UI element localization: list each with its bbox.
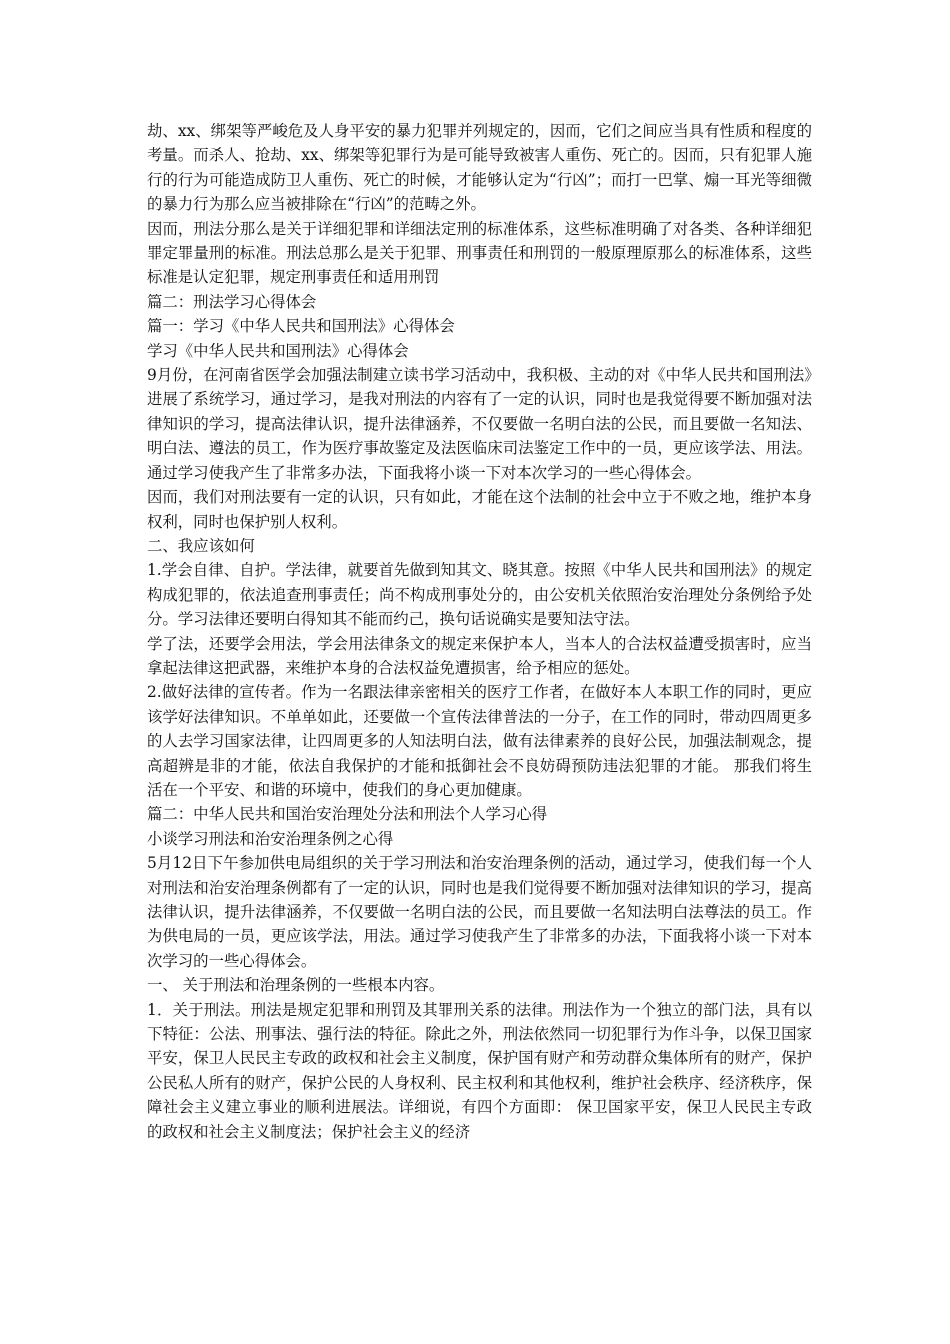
section-heading: 篇二：刑法学习心得体会 bbox=[147, 292, 317, 311]
body-paragraph: 因而，我们对刑法要有一定的认识，只有如此，才能在这个法制的社会中立于不败之地，维护本身权利，同时也保护别人权利。 bbox=[147, 488, 812, 531]
body-paragraph: 1.学会自律、自护。学法律，就要首先做到知其文、晓其意。按照《中华人民共和国刑法》的规定构成犯罪的，依法追查刑事责任；尚不构成刑事处分的，由公安机关依照治安治理处分条例给予处分。学习法律还要明白得知其不能而约己，换句话说确实是要知法守法。 bbox=[147, 561, 812, 629]
section-heading: 学习《中华人民共和国刑法》心得体会 bbox=[147, 341, 409, 360]
body-paragraph: 学了法，还要学会用法，学会用法律条文的规定来保护本人，当本人的合法权益遭受损害时，应当拿起法律这把武器，来维护本身的合法权益免遭损害，给予相应的惩处。 bbox=[147, 634, 812, 677]
section-heading: 二、我应该如何 bbox=[147, 536, 255, 555]
body-paragraph: 1．关于刑法。刑法是规定犯罪和刑罚及其罪刑关系的法律。刑法作为一个独立的部门法，具有以下特征：公法、刑事法、强行法的特征。除此之外，刑法依然同一切犯罪行为作斗争，以保卫国家平安，保卫人民民主专政的政权和社会主义制度，保护国有财产和劳动群众集体所有的财产，保护公民私人所有的财产，保护公民的人身权利、民主权利和其他权利，维护社会秩序、经济秩序，保障社会主义建立事业的顺利进展法。详细说，有四个方面即： 保卫国家平安，保卫人民民主专政的政权和社会主义制度法；保护社会主义的经济 bbox=[147, 1000, 812, 1141]
body-paragraph: 5月12日下午参加供电局组织的关于学习刑法和治安治理条例的活动，通过学习，使我们每一个人对刑法和治安治理条例都有了一定的认识，同时也是我们觉得要不断加强对法律知识的学习，提高法律认识，提升法律涵养，不仅要做一名明白法的公民，而且要做一名知法明白法尊法的员工。作为供电局的一员，更应该学法，用法。通过学习使我产生了非常多的办法，下面我将小谈一下对本次学习的一些心得体会。 bbox=[147, 854, 812, 970]
document-body bbox=[147, 119, 812, 1144]
body-paragraph: 因而，刑法分那么是关于详细犯罪和详细法定刑的标准体系，这些标准明确了对各类、各种详细犯罪定罪量刑的标准。刑法总那么是关于犯罪、刑事责任和刑罚的一般原理原那么的标准体系，这些标准是认定犯罪，规定刑事责任和适用刑罚 bbox=[147, 219, 812, 287]
body-paragraph: 2.做好法律的宣传者。作为一名跟法律亲密相关的医疗工作者，在做好本人本职工作的同时，更应该学好法律知识。不单单如此，还要做一个宣传法律普法的一分子，在工作的同时，带动四周更多的人去学习国家法律，让四周更多的人知法明白法，做有法律素养的良好公民，加强法制观念，提高超辨是非的才能，依法自我保护的才能和抵御社会不良妨碍预防违法犯罪的才能。 那我们将生活在一个平安、和谐的环境中，使我们的身心更加健康。 bbox=[147, 683, 812, 799]
body-paragraph: 9月份，在河南省医学会加强法制建立读书学习活动中，我积极、主动的对《中华人民共和国刑法》进展了系统学习，通过学习，是我对刑法的内容有了一定的认识，同时也是我觉得要不断加强对法律知识的学习，提高法律认识，提升法律涵养，不仅要做一名明白法的公民，而且要做一名知法、明白法、遵法的员工，作为医疗事故鉴定及法医临床司法鉴定工作中的一员，更应该学法、用法。通过学习使我产生了非常多办法，下面我将小谈一下对本次学习的一些心得体会。 bbox=[147, 366, 812, 482]
section-heading: 小谈学习刑法和治安治理条例之心得 bbox=[147, 829, 394, 848]
section-heading: 篇一：学习《中华人民共和国刑法》心得体会 bbox=[147, 317, 455, 336]
section-heading: 篇二：中华人民共和国治安治理处分法和刑法个人学习心得 bbox=[147, 805, 548, 824]
section-heading: 一、 关于刑法和治理条例的一些根本内容。 bbox=[147, 976, 445, 995]
body-paragraph: 劫、xx、绑架等严峻危及人身平安的暴力犯罪并列规定的，因而，它们之间应当具有性质和程度的考量。而杀人、抢劫、xx、绑架等犯罪行为是可能导致被害人重伤、死亡的。因而，只有犯罪人施行的行为可能造成防卫人重伤、死亡的时候，才能够认定为“行凶”；而打一巴掌、煽一耳光等细微的暴力行为那么应当被排除在“行凶”的范畴之外。 bbox=[147, 122, 812, 214]
